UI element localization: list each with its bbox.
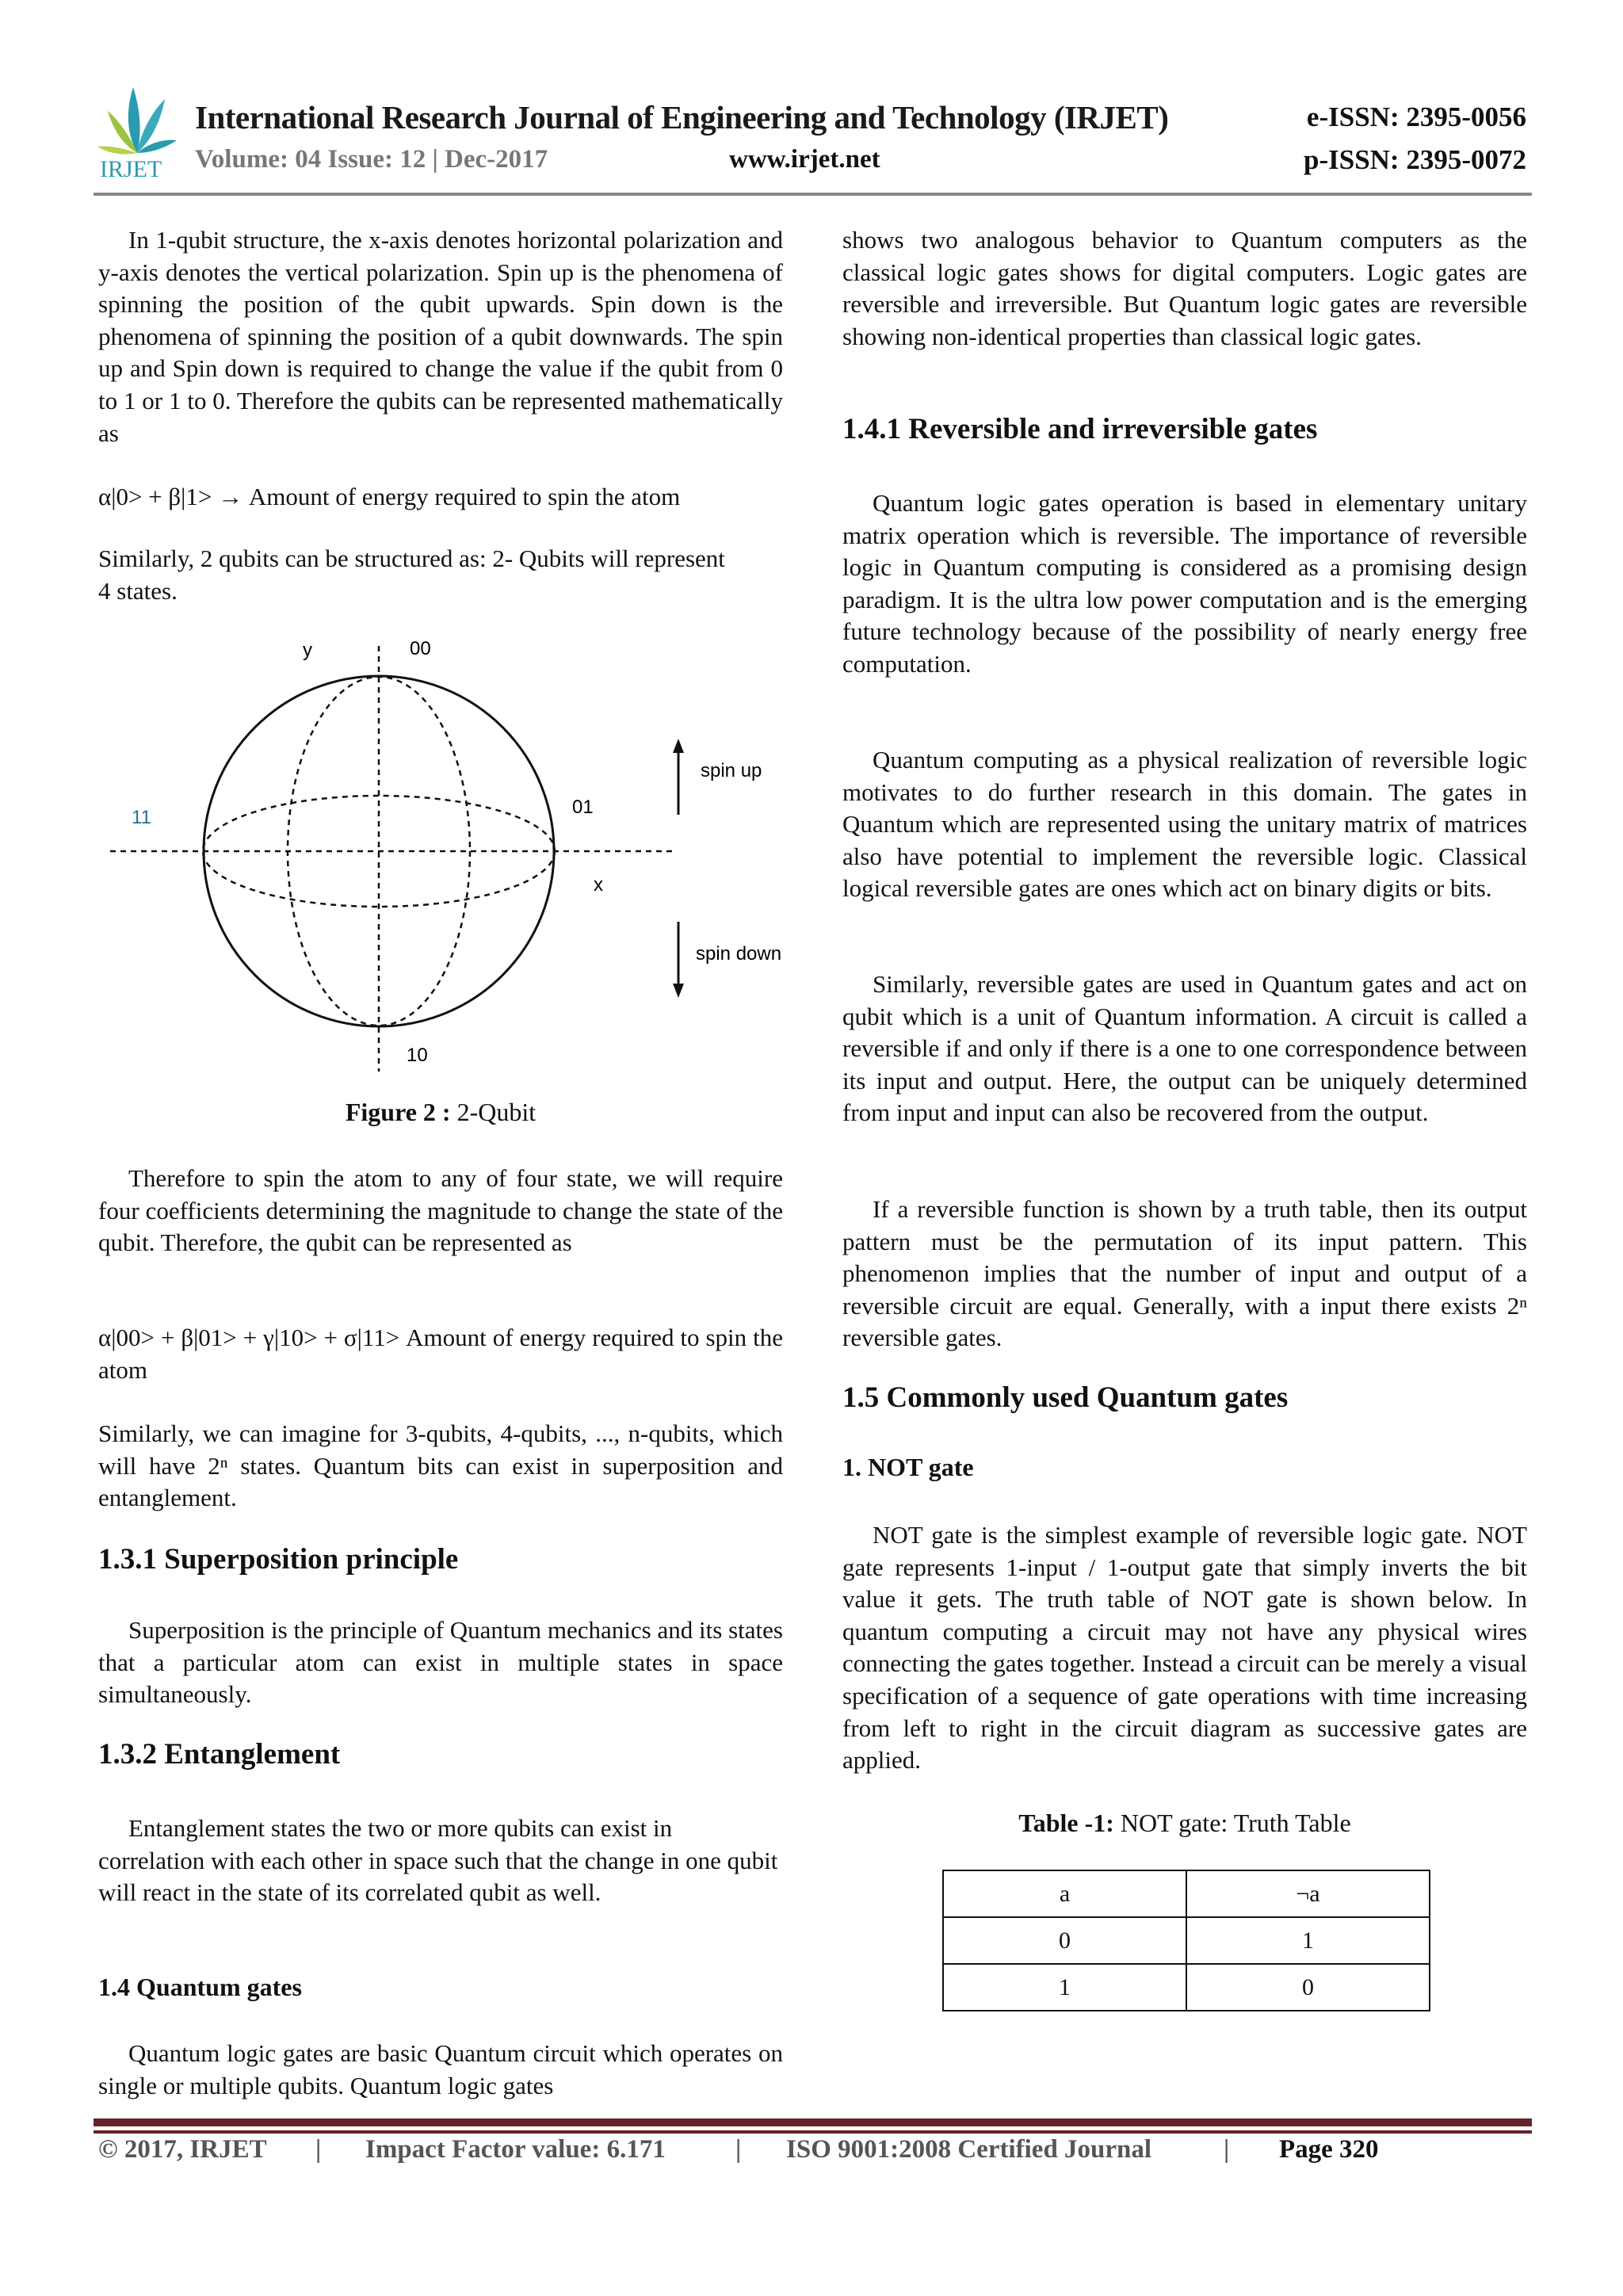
section-heading: 1.3.1 Superposition principle [98, 1543, 459, 1576]
paragraph: Quantum logic gates operation is based in elementary unitary matrix operation which is reversible. The importance of reversible logic in Quantum computing is considered as a promising design paradigm. It is the ultra low power computation and is the emerging future technology because of the possibility of nearly energy free computation. [842, 489, 1527, 678]
pissn: p-ISSN: 2395-0072 [1303, 144, 1526, 175]
paragraph: Quantum logic gates are basic Quantum circuit which operates on single or multiple qubits. Quantum logic gates [98, 2039, 783, 2099]
subsection-heading: 1. NOT gate [842, 1453, 974, 1481]
paragraph: Similarly, we can imagine for 3-qubits, 4-qubits, ..., n-qubits, which will have 2ⁿ states. Quantum bits can exist in superposition and entanglement. [98, 1419, 783, 1512]
separator: | [315, 2135, 322, 2164]
label-00: 00 [410, 638, 431, 659]
footer-bar [94, 2118, 1532, 2126]
journal-title: International Research Journal of Engineering and Technology (IRJET) [195, 99, 1169, 136]
label-10: 10 [407, 1045, 428, 1066]
section-heading: 1.4.1 Reversible and irreversible gates [842, 413, 1318, 445]
paragraph: Superposition is the principle of Quantum mechanics and its states that a particular atom can exist in multiple states in space simultaneously. [98, 1616, 783, 1709]
website-link[interactable]: www.irjet.net [729, 145, 880, 174]
not-gate-truth-table [942, 1870, 1430, 2011]
label-x: x [594, 874, 603, 896]
section-heading: 1.4 Quantum gates [98, 1973, 302, 2001]
paragraph: Similarly, reversible gates are used in Quantum gates and act on qubit which is a unit of Quantum information. A circuit is called a reversible if and only if there is a one to one correspondence between its input and output. Here, the output can be uniquely determined from input and input can also be recovered from the output. [842, 970, 1527, 1127]
section-heading: 1.3.2 Entanglement [98, 1738, 341, 1771]
table-header-row: a ¬a [943, 1870, 1430, 1917]
paragraph: If a reversible function is shown by a truth table, then its output pattern must be the permutation of its input pattern. This phenomenon implies that the number of input and output of a reversible circuit are equal. Generally, with a input there exists 2ⁿ reversible gates. [842, 1195, 1527, 1352]
section-heading: 1.5 Commonly used Quantum gates [842, 1381, 1289, 1414]
label-11: 11 [132, 807, 151, 828]
paragraph: In 1-qubit structure, the x-axis denotes horizontal polarization and y-axis denotes the vertical polarization. Spin up is the phenomena of spinning the position of the qubit upwards. Spin down is the phenomena of spinning the position of a qubit downwards. The spin up and Spin down is required to change the value if the qubit from 0 to 1 or 1 to 0. Therefore the qubits can be represented mathematically as [98, 226, 783, 447]
formula: α|0> + β|1> → Amount of energy required to spin the atom [98, 483, 681, 510]
footer-bar-thin [94, 2130, 1532, 2134]
paragraph: Entanglement states the two or more qubits can exist in correlation with each other in space such that the change in one qubit will react in the state of its correlated qubit as well. [98, 1814, 778, 1907]
impact-factor: Impact Factor value: 6.171 [365, 2135, 666, 2164]
table-row: 1 0 [943, 1964, 1430, 2011]
formula: α|00> + β|01> + γ|10> + σ|11> Amount of energy required to spin the atom [98, 1324, 783, 1384]
eissn: e-ISSN: 2395-0056 [1306, 101, 1526, 132]
two-qubit-figure [0, 618, 872, 1086]
separator: | [1224, 2135, 1230, 2164]
paragraph: Quantum computing as a physical realization of reversible logic motivates to do further research in this domain. The gates in Quantum which are represented using the unitary matrix of matrices also have potential to implement the reversible logic. Classical logical reversible gates are ones which act on binary digits or bits. [842, 746, 1527, 903]
label-y: y [303, 640, 312, 661]
figure-caption: Figure 2 : 2-Qubit [345, 1098, 537, 1126]
paragraph: Therefore to spin the atom to any of four state, we will require four coefficients determining the magnitude to change the state of the qubit. Therefore, the qubit can be represented as [98, 1164, 783, 1257]
paragraph: shows two analogous behavior to Quantum computers as the classical logic gates shows for digital computers. Logic gates are reversible and irreversible. But Quantum logic gates are reversible showing non-identical properties than classical logic gates. [842, 226, 1527, 350]
paragraph: Similarly, 2 qubits can be structured as: 2- Qubits will represent 4 states. [98, 544, 725, 605]
table-row: 0 1 [943, 1917, 1430, 1964]
label-01: 01 [572, 797, 594, 818]
page-number: Page 320 [1279, 2135, 1379, 2164]
table-caption: Table -1: NOT gate: Truth Table [1018, 1809, 1351, 1837]
volume-info: Volume: 04 Issue: 12 | Dec-2017 [195, 145, 548, 174]
paragraph: NOT gate is the simplest example of reversible logic gate. NOT gate represents 1-input / 1-output gate that simply inverts the bit value it gets. The truth table of NOT gate is shown below. In quantum computing a circuit may not have any physical wires connecting the gates together. Instead a circuit can be merely a visual specification of a sequence of gate operations with time increasing from left to right in the circuit diagram as successive gates are applied. [842, 1521, 1527, 1775]
label-spin-up: spin up [701, 760, 762, 781]
copyright: © 2017, IRJET [98, 2135, 267, 2164]
irjet-logo [94, 83, 181, 182]
label-spin-down: spin down [696, 943, 782, 965]
iso-certification: ISO 9001:2008 Certified Journal [786, 2135, 1152, 2164]
separator: | [735, 2135, 742, 2164]
header-rule [94, 193, 1532, 196]
svg-text:IRJET: IRJET [100, 156, 162, 182]
